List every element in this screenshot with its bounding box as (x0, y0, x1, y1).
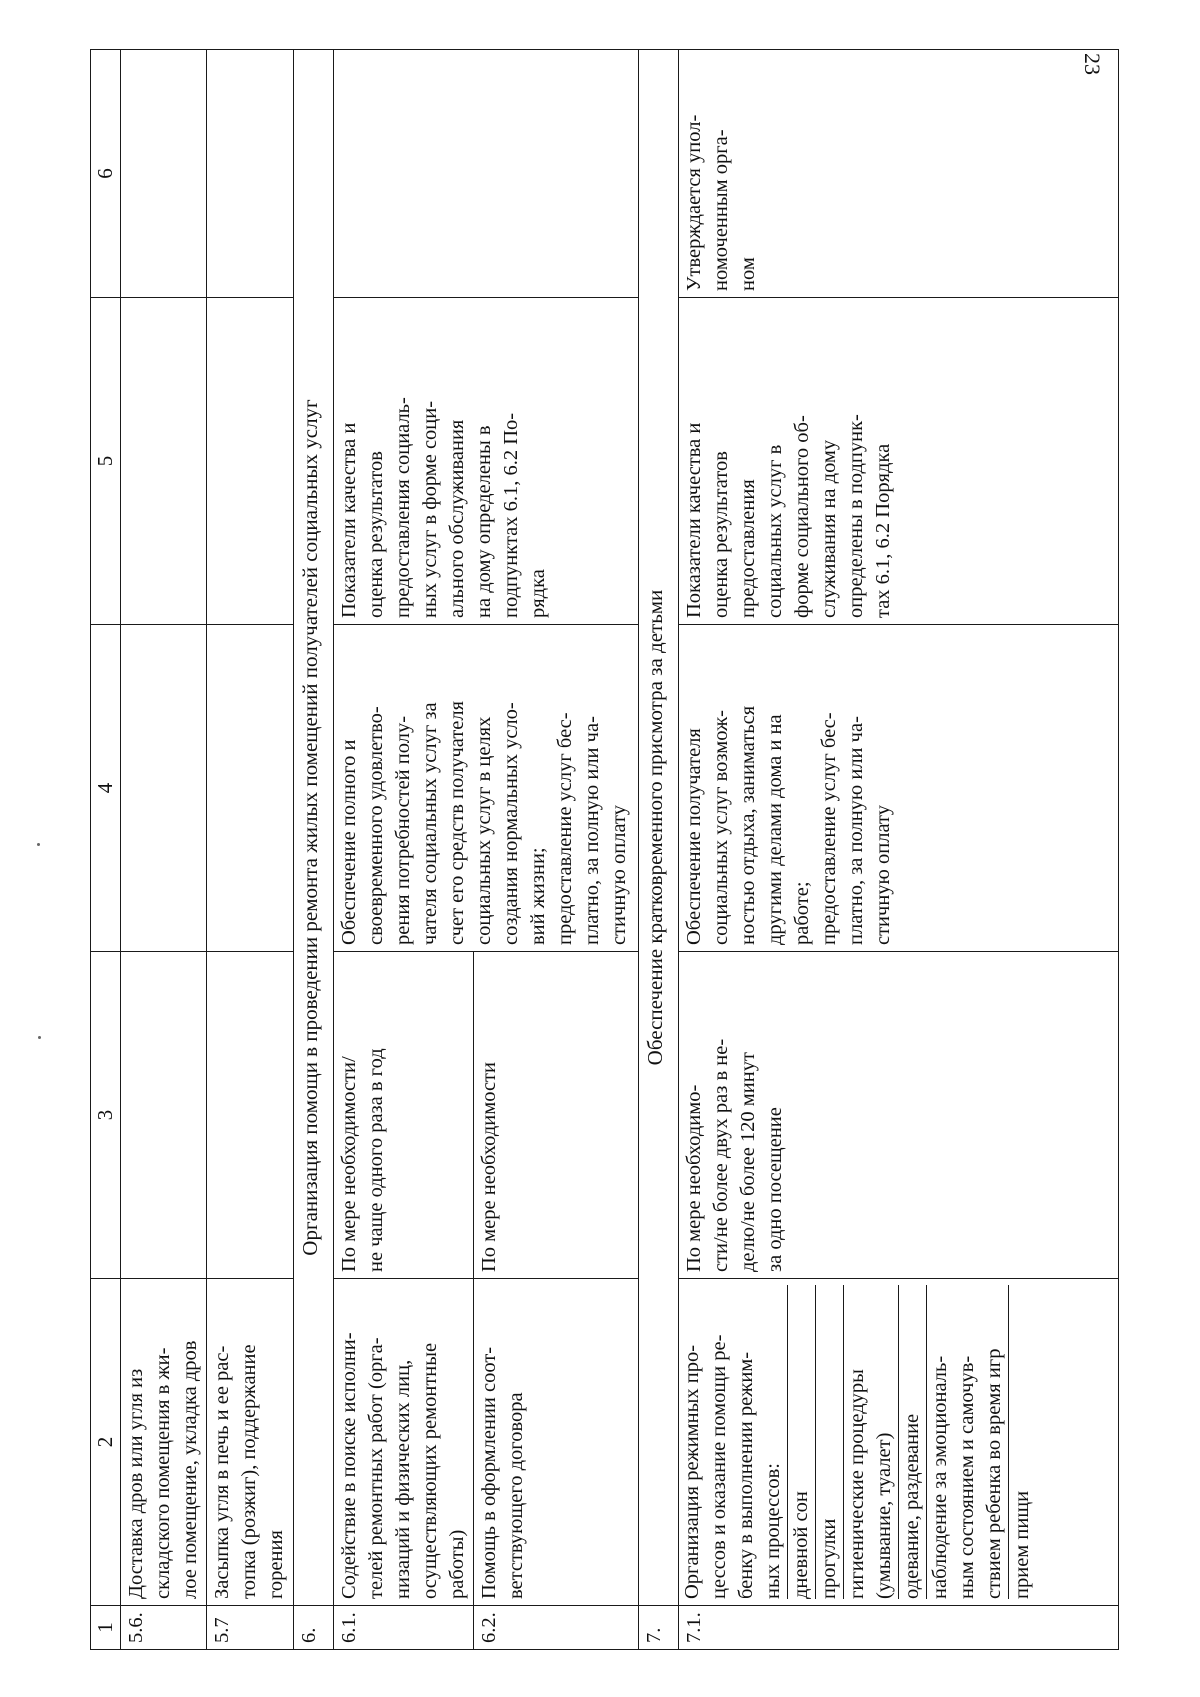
service-name: Содействие в поиске исполни- телей ремонтных работ (орга- низаций и физических лиц, осуществляющих ремонтные работы) (334, 1279, 474, 1606)
section-title: Обеспечение кратковременного присмотра за детьми (639, 50, 679, 1606)
sub-item: прогулки (815, 1285, 843, 1599)
notes-cell (121, 50, 207, 298)
periodicity-cell (121, 952, 207, 1279)
service-name: Доставка дров или угля из складского помещения в жи- лое помещение, укладка дров (121, 1279, 207, 1606)
column-number: 4 (91, 625, 121, 952)
purpose-cell (121, 625, 207, 952)
service-name: Засыпка угля в печь и ее рас- топка (розжиг), поддержание горения (207, 1279, 294, 1606)
column-number: 5 (91, 298, 121, 625)
service-name: Помощь в оформлении соот- ветствующего договора (474, 1279, 639, 1606)
item-number: 6.2. (474, 1606, 639, 1650)
table-row-5-6 (121, 50, 207, 1650)
table-row-7-1 (679, 50, 1119, 1650)
item-number: 7.1. (679, 1606, 1119, 1650)
sub-item: дневной сон (787, 1285, 815, 1599)
rotated-page-content (90, 50, 1110, 1650)
services-table (90, 49, 1119, 1650)
sub-item: одевание, раздевание (898, 1285, 926, 1599)
section-number: 7. (639, 1606, 679, 1650)
section-title: Организация помощи в проведении ремонта жилых помещений получателей социальных услуг (294, 50, 334, 1606)
sub-item: гигиенические процедуры (умывание, туалет) (843, 1285, 898, 1599)
notes-cell (207, 50, 294, 298)
column-number: 2 (91, 1279, 121, 1606)
column-number: 1 (91, 1606, 121, 1650)
column-number: 3 (91, 952, 121, 1279)
notes-cell (334, 50, 639, 298)
sub-item: прием пищи (1008, 1285, 1036, 1599)
page-number: 23 (1080, 53, 1105, 75)
purpose-cell: Обеспечение получателя социальных услуг возмож- ностью отдыха, заниматься другими делами дома и на работе; предоставление услуг бес- платно, за полную или ча- стичную оплату (679, 625, 1119, 952)
column-number-row (91, 50, 121, 1650)
purpose-cell (207, 625, 294, 952)
periodicity-cell: По мере необходимо- сти/не более двух раз в не- делю/не более 120 минут за одно посещение (679, 952, 1119, 1279)
quality-cell (121, 298, 207, 625)
sub-item: наблюдение за эмоциональ- ным состоянием и самочув- ствием ребенка во время игр (926, 1285, 1008, 1599)
section-number: 6. (294, 1606, 334, 1650)
scan-speck (38, 1036, 41, 1039)
section-6-header (294, 50, 334, 1650)
scan-speck (37, 843, 40, 846)
table-row-5-7 (207, 50, 294, 1650)
item-number: 5.7 (207, 1606, 294, 1650)
service-name: Организация режимных про- цессов и оказание помощи ре- бенку в выполнении режим- ных процессов: (681, 1334, 784, 1599)
quality-cell: Показатели качества и оценка результатов предоставления социальных услуг в форме социального об- служивания на дому определены в подпунк- тах 6.1, 6.2 Порядка (679, 298, 1119, 625)
periodicity-cell (207, 952, 294, 1279)
section-7-header (639, 50, 679, 1650)
column-number: 6 (91, 50, 121, 298)
service-name-cell (679, 1279, 1119, 1606)
purpose-cell: Обеспечение полного и своевременного удовлетво- рения потребностей полу- чателя социальных услуг за счет его средств получателя социальных услуг в целях создания нормальных усло- вий жизни; предоставление услуг бес- платно, за полную или ча- стичную оплату (334, 625, 639, 952)
item-number: 5.6. (121, 1606, 207, 1650)
table-row-6-1 (334, 50, 474, 1650)
item-number: 6.1. (334, 1606, 474, 1650)
periodicity-cell: По мере необходимости (474, 952, 639, 1279)
periodicity-cell: По мере необходимости/ не чаще одного раза в год (334, 952, 474, 1279)
quality-cell: Показатели качества и оценка результатов предоставления социаль- ных услуг в форме соци- ального обслуживания на дому определены в подпунктах 6.1, 6.2 По- рядка (334, 298, 639, 625)
quality-cell (207, 298, 294, 625)
notes-cell: Утверждается упол- номоченным орга- ном (679, 50, 1119, 298)
